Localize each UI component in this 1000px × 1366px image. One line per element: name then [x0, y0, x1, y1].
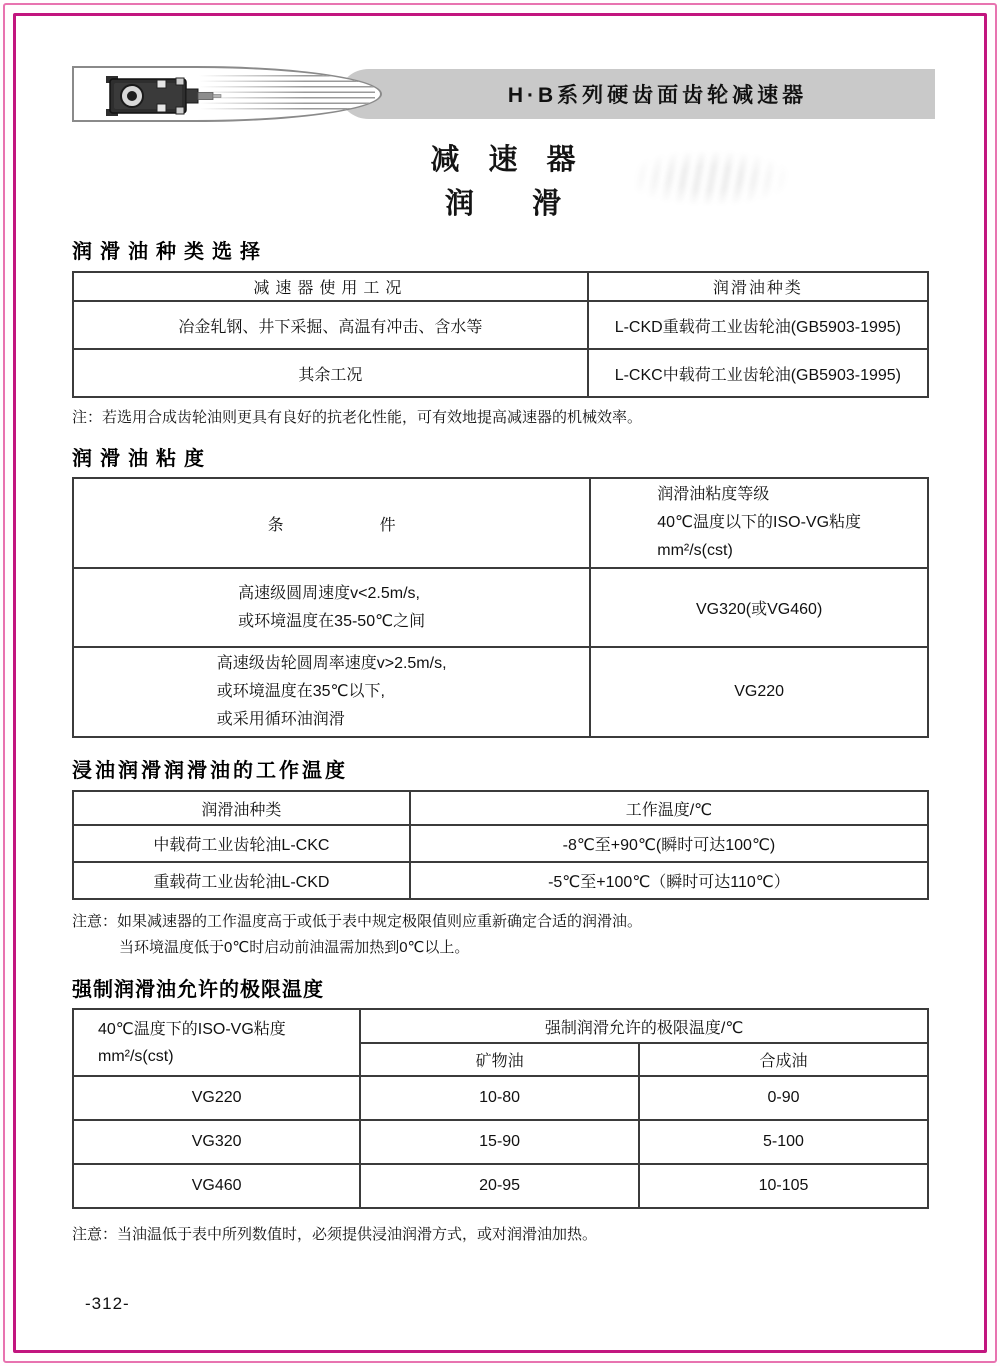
section4-note: 注意：当油温低于表中所列数值时，必须提供浸油润滑方式，或对润滑油加热。 — [72, 1226, 598, 1243]
cell-temp: -8℃至+90℃(瞬时可达100℃) — [410, 825, 928, 862]
cell-synthetic: 10-105 — [639, 1164, 928, 1208]
cell-oil: 中载荷工业齿轮油L-CKC — [73, 825, 410, 862]
cell-mineral: 20-95 — [360, 1164, 639, 1208]
cell-synthetic: 5-100 — [639, 1120, 928, 1164]
table-header-row — [73, 791, 928, 825]
section1-heading: 润滑油种类选择 — [72, 241, 268, 263]
cell-grade: VG320(或VG460) — [590, 568, 928, 647]
gear-image-box — [72, 66, 382, 122]
header-line: mm²/s(cst) — [657, 542, 733, 559]
table-row — [73, 568, 928, 647]
table-row — [73, 301, 928, 349]
corner-header-line: 40℃温度下的ISO-VG粘度 — [98, 1020, 286, 1038]
table-row — [73, 1120, 928, 1164]
col-header-oil-type: 润滑油种类 — [588, 272, 928, 301]
cell-oil: L-CKD重载荷工业齿轮油(GB5903-1995) — [588, 301, 928, 349]
table-row — [73, 825, 928, 862]
cell-mineral: 10-80 — [360, 1076, 639, 1120]
condition-lines — [238, 580, 425, 636]
table-row — [73, 647, 928, 737]
note-line-1: 注意：如果减速器的工作温度高于或低于表中规定极限值则应重新确定合适的润滑油。 — [72, 913, 643, 930]
condition-line: 高速级齿轮圆周率速度v>2.5m/s, — [216, 655, 447, 672]
viscosity-header-lines — [657, 481, 861, 565]
table-row — [73, 1076, 928, 1120]
cell-oil: 重载荷工业齿轮油L-CKD — [73, 862, 410, 899]
cell-mineral: 15-90 — [360, 1120, 639, 1164]
section1-note: 注：若选用合成齿轮油则更具有良好的抗老化性能，可有效地提高减速器的机械效率。 — [72, 409, 643, 426]
table-header-row — [73, 272, 928, 301]
condition-line: 高速级圆周速度v<2.5m/s, — [238, 584, 420, 602]
condition-lines — [217, 650, 447, 734]
print-bleed-artifact — [629, 150, 789, 206]
table-row — [73, 349, 928, 397]
condition-line: 或采用循环油润滑 — [216, 711, 345, 728]
corner-header-line: mm²/s(cst) — [98, 1047, 174, 1065]
condition-line: 或环境温度在35-50℃之间 — [238, 612, 426, 630]
section3-heading: 浸油润滑润滑油的工作温度 — [72, 760, 348, 782]
cell-condition — [73, 568, 590, 647]
table-row — [73, 1164, 928, 1208]
note-line-2: 当环境温度低于0℃时启动前油温需加热到0℃以上。 — [119, 939, 470, 956]
oil-viscosity-table — [72, 477, 929, 738]
cell-synthetic: 0-90 — [639, 1076, 928, 1120]
title-line-2: 润 滑 — [444, 188, 561, 220]
table-row — [73, 862, 928, 899]
col-header-usage-condition: 减速器使用工况 — [73, 272, 588, 301]
cell-oil: L-CKC中载荷工业齿轮油(GB5903-1995) — [588, 349, 928, 397]
cell-grade: VG320 — [73, 1120, 360, 1164]
working-temperature-table — [72, 790, 929, 900]
corner-header-iso-vg — [73, 1009, 360, 1076]
cell-condition: 其余工况 — [73, 349, 588, 397]
condition-line: 或环境温度在35℃以下, — [216, 683, 385, 700]
forced-lubrication-limit-table — [72, 1008, 929, 1209]
title-line-1: 减 速 器 — [430, 144, 576, 176]
oil-type-selection-table — [72, 271, 929, 398]
cell-condition: 冶金轧钢、井下采掘、高温有冲击、含水等 — [73, 301, 588, 349]
header-line: 润滑油粘度等级 — [657, 486, 770, 503]
table-header-row — [73, 478, 928, 568]
col-header-oil-type: 润滑油种类 — [73, 791, 410, 825]
outer-pink-frame — [3, 3, 997, 1363]
page-number: -312- — [85, 1294, 130, 1313]
cell-temp: -5℃至+100℃（瞬时可达110℃） — [410, 862, 928, 899]
span-header-limit-temp: 强制润滑允许的极限温度/℃ — [360, 1009, 928, 1043]
series-banner — [340, 69, 935, 119]
sub-header-synthetic-oil: 合成油 — [639, 1043, 928, 1076]
inner-magenta-frame — [13, 13, 987, 1353]
table-header-row — [73, 1009, 928, 1043]
col-header-working-temp: 工作温度/℃ — [410, 791, 928, 825]
section4-heading: 强制润滑油允许的极限温度 — [72, 979, 324, 1001]
page-content — [16, 16, 984, 1350]
col-header-viscosity-grade — [590, 478, 928, 568]
section2-heading: 润滑油粘度 — [72, 448, 212, 470]
header-banner — [72, 66, 935, 122]
col-header-condition: 条 件 — [73, 478, 590, 568]
series-banner-title: H·B系列硬齿面齿轮减速器 — [507, 84, 808, 107]
section3-note — [72, 912, 934, 961]
cell-grade: VG460 — [73, 1164, 360, 1208]
sub-header-mineral-oil: 矿物油 — [360, 1043, 639, 1076]
cell-grade: VG220 — [73, 1076, 360, 1120]
header-line: 40℃温度以下的ISO-VG粘度 — [657, 514, 862, 531]
cell-condition — [73, 647, 590, 737]
document-title — [72, 142, 934, 225]
cell-grade: VG220 — [590, 647, 928, 737]
gear-reducer-image — [100, 74, 230, 118]
